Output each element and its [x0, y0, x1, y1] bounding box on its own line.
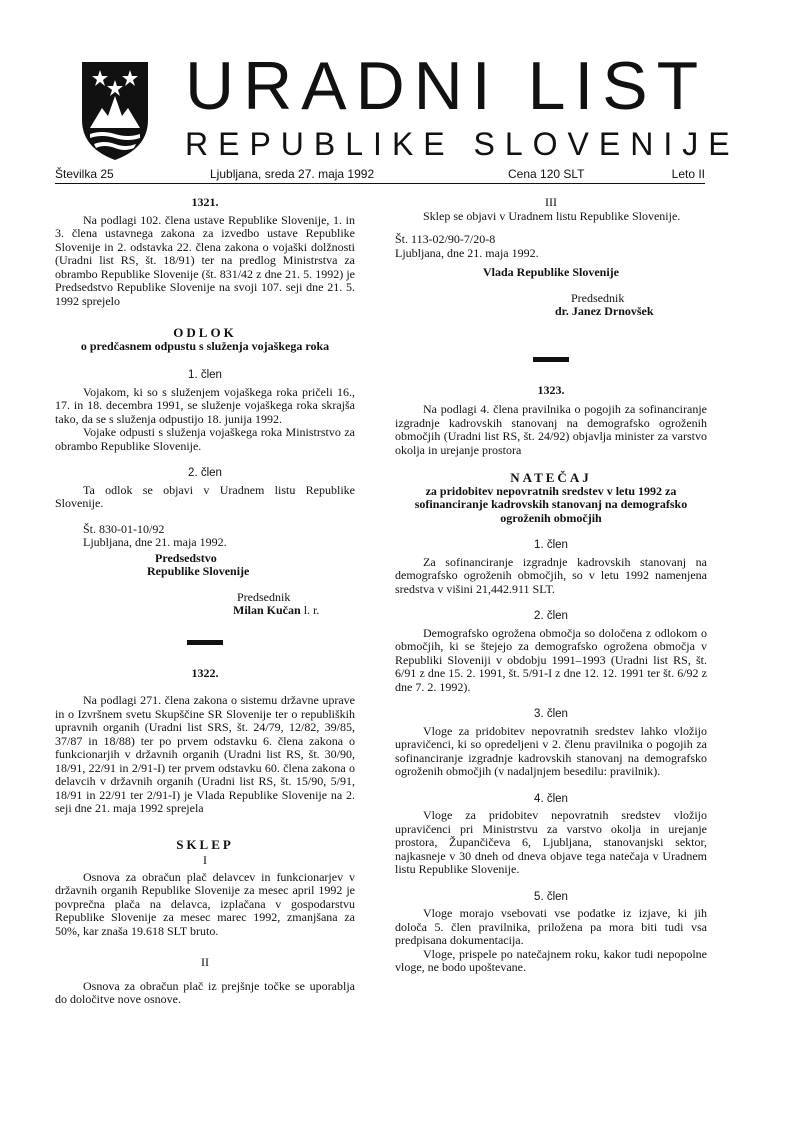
doc-1323-title: NATEČAJ: [510, 470, 592, 485]
doc-1323-article-3-text: Vloge za pridobitev nepovratnih sredstev lahko vložijo upravičenci, ki so opredeljeni v 2. členu pravilnika o pogojih za sofinanciranje izgradnje kadrovskih stanovanj na demografsko ogroženih območjih (v nadaljnjem besedilu: pravilnik).: [395, 723, 707, 778]
doc-1323-article-4-label: 4. člen: [534, 792, 568, 805]
doc-1323-article-2-text: Demografsko ogrožena območja so določena z odlokom o območjih, ki se štejejo za demografsko ogrožena območja v Republiki Sloveniji v obdobju 1991–1993 (Uradni list RS, št. 6/91 z dne 15. 2. 1991, št. 5/91-I z dne 12. 12. 1991 ter št. 6/92 z dne 7. 2. 1992).: [395, 625, 707, 694]
doc-1322-section-1-text: Osnova za obračun plač delavcev in funkcionarjev v državnih organih Republike Slovenije za mesec april 1992 je povprečna plača na delavca, izplačana v gospodarstvu Republike Slovenije za mesec marec 1992, zmanjšana za 50%, kar znaša 19.618 SLT bruto.: [55, 869, 355, 938]
doc-1321-article-1-text-2: Vojake odpusti s služenja vojaškega roka Ministrstvo za obrambo Republike Slovenije.: [55, 425, 355, 453]
masthead-subtitle: REPUBLIKE SLOVENIJE: [185, 126, 740, 162]
doc-1321-article-1-label: 1. člen: [188, 369, 222, 381]
doc-1321-subtitle: o predčasnem odpustu s služenja vojaškega roka: [80, 338, 330, 353]
doc-1322-section-3-text: Sklep se objavi v Uradnem listu Republike Slovenije.: [423, 208, 681, 223]
doc-1321-reference: Št. 830-01-10/92: [83, 521, 165, 536]
doc-1322-signer-role: Predsednik: [571, 290, 625, 305]
doc-1323-article-1-label: 1. člen: [534, 539, 568, 551]
issue-price: Cena 120 SLT: [508, 167, 585, 181]
doc-1321-signer-role: Predsednik: [237, 589, 291, 604]
issue-date: Ljubljana, sreda 27. maja 1992: [210, 167, 375, 181]
issue-year: Leto II: [671, 167, 705, 181]
doc-1323-preamble: Na podlagi 4. člena pravilnika o pogojih za sofinanciranje izgradnje kadrovskih stanovanj na demografsko ogroženih območjih (Uradni list RS, št. 24/92) objavlja minister za varstvo okolja in urejanje prostora: [395, 402, 707, 457]
doc-1323-article-3-label: 3. člen: [534, 708, 568, 720]
doc-1323-subtitle: za pridobitev nepovratnih sredstev v letu 1992 za sofinanciranje kadrovskih stanovanj na demografsko ogroženih območjih: [414, 483, 688, 525]
doc-number-1323: 1323.: [537, 382, 565, 397]
doc-1323-article-1-text: Za sofinanciranje izgradnje kadrovskih stanovanj na demografsko ogroženih območjih, so v letu 1992 namenjena sredstva v višini 21,442.911 SLT.: [395, 554, 707, 596]
slovenian-coat-of-arms-icon: [80, 60, 150, 162]
doc-1322-section-1-label: I: [203, 853, 207, 867]
doc-1323-article-5-text: Vloge morajo vsebovati vse podatke iz izjave, ki jih določa 5. člen pravilnika, priložena pa mora biti tudi vsa predpisana dokumentacija.: [395, 906, 707, 947]
doc-1323-article-2-label: 2. člen: [534, 610, 568, 622]
doc-1321-article-2-text: Ta odlok se objavi v Uradnem listu Republike Slovenije.: [55, 482, 355, 510]
doc-1322-place-date: Ljubljana, dne 21. maja 1992.: [395, 245, 539, 260]
doc-1321-place-date: Ljubljana, dne 21. maja 1992.: [83, 535, 227, 549]
left-column: [55, 196, 355, 1007]
doc-1321-title: ODLOK: [173, 325, 237, 340]
section-separator: [533, 357, 569, 362]
doc-1321-article-1-text: Vojakom, ki so s služenjem vojaškega roka pričeli 16., 17. in 18. decembra 1991, se služenje vojaškega roka skrajša tako, da se s služenja odpustijo 18. junija 1992.: [55, 384, 355, 426]
doc-1321-preamble: Na podlagi 102. člena ustave Republike Slovenije, 1. in 3. člena ustavnega zakona za izvedbo ustave Republike Slovenije in 2. odstavka 22. člena zakona o vojaški dolžnosti (Uradni list RS, št. 18/91) ter na predlog Ministrstva za obrambo Republike Slovenije (št. 831/42 z dne 21. 5. 1992) je Predsedstvo Republike Slovenije na svoji 107. seji dne 21. 5. 1992 sprejelo: [55, 212, 355, 308]
doc-1322-signer-name: dr. Janez Drnovšek: [555, 304, 654, 318]
doc-1322-section-3-label: III: [545, 195, 557, 209]
section-separator: [187, 640, 223, 645]
issue-number: Številka 25: [55, 167, 114, 181]
right-column: [395, 196, 707, 975]
doc-1322-preamble: Na podlagi 271. člena zakona o sistemu državne uprave in o Izvršnem svetu Skupščine SR Slovenije ter o republiških upravnih organih (Uradni list SRS, št. 24/79, 12/82, 39/85, 37/87 in 18/88) ter po prvem odstavku 6. člena zakona o funkcionarjih v državnih organih (Uradni list RS, št. 30/90, 18/91, 22/91 in 2/91-I) ter prvem odstavku 60. člena zakona o delavcih v državnih organih (Uradni list RS, št. 15/90, 5/91, 18/91 in 22/91 ter 2/91-I) je Vlada Republike Slovenije na 2. seji dne 21. maja 1992 sprejela: [55, 693, 355, 815]
doc-1321-signer: [55, 604, 355, 618]
doc-1323-article-5-label: 5. člen: [534, 890, 568, 903]
doc-1322-title: SKLEP: [176, 836, 234, 852]
issue-bar: [55, 165, 705, 184]
doc-1322-section-2-text: Osnova za obračun plač iz prejšnje točke se uporablja do določitve nove osnove.: [55, 978, 355, 1006]
doc-number-1321: 1321.: [191, 195, 219, 209]
doc-1321-issuer: Predsedstvo: [155, 550, 217, 565]
doc-1322-section-2-label: II: [201, 955, 209, 969]
doc-1322-reference: Št. 113-02/90-7/20-8: [395, 232, 496, 246]
doc-number-1322: 1322.: [191, 665, 219, 680]
doc-1321-article-2-label: 2. člen: [188, 467, 222, 479]
masthead-title: URADNI LIST: [185, 48, 708, 124]
doc-1321-signer-name: Milan Kučan: [233, 603, 301, 617]
doc-1321-issuer-2: Republike Slovenije: [147, 564, 250, 578]
doc-1323-article-4-text: Vloge za pridobitev nepovratnih sredstev vložijo upravičenci pri Ministrstvu za varstvo okolja in urejanje prostora, Župančičeva 6, Ljubljana, stanovanjski sektor, najkasneje v 30 dneh od dneva objave tega natečaja v Uradnem listu Republike Slovenije.: [395, 808, 707, 876]
doc-1321-signer-suffix: l. r.: [300, 603, 320, 617]
doc-1323-article-5-text-2: Vloge, prispele po natečajnem roku, kakor tudi nepopolne vloge, ne bodo upoštevane.: [395, 946, 707, 974]
doc-1322-issuer: Vlada Republike Slovenije: [482, 265, 620, 279]
